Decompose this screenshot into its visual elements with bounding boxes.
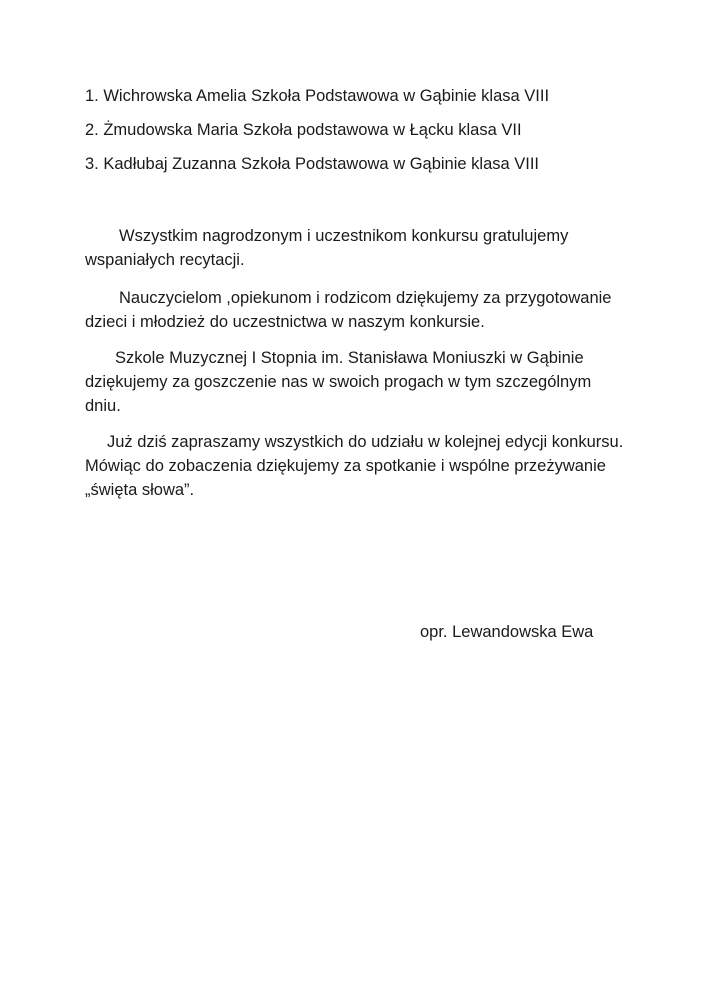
thanks-music-school-text: Szkole Muzycznej I Stopnia im. Stanisława Moniuszki w Gąbinie dziękujemy za goszczenie nas w swoich progach w tym szczególnym dniu.: [85, 349, 592, 415]
winners-list: [85, 86, 645, 188]
thanks-teachers-text: Nauczycielom ,opiekunom i rodzicom dziękujemy za przygotowanie dzieci i młodzież do uczestnictwa w naszym konkursie.: [85, 289, 612, 331]
winner-item-2: 2. Żmudowska Maria Szkoła podstawowa w Łącku klasa VII: [85, 121, 522, 139]
thanks-music-school-paragraph: [85, 346, 625, 418]
thanks-teachers-paragraph: [85, 286, 625, 334]
author-signature: opr. Lewandowska Ewa: [420, 623, 594, 641]
invitation-text: Już dziś zapraszamy wszystkich do udziału w kolejnej edycji konkursu. Mówiąc do zobaczenia dziękujemy za spotkanie i wspólne przeżywanie „święta słowa”.: [85, 433, 624, 499]
congratulations-text: Wszystkim nagrodzonym i uczestnikom konkursu gratulujemy wspaniałych recytacji.: [85, 227, 569, 269]
winner-item-3: 3. Kadłubaj Zuzanna Szkoła Podstawowa w Gąbinie klasa VIII: [85, 155, 540, 173]
congratulations-paragraph: [85, 224, 625, 272]
invitation-paragraph: [85, 430, 625, 502]
winner-item-1: 1. Wichrowska Amelia Szkoła Podstawowa w Gąbinie klasa VIII: [85, 87, 550, 105]
